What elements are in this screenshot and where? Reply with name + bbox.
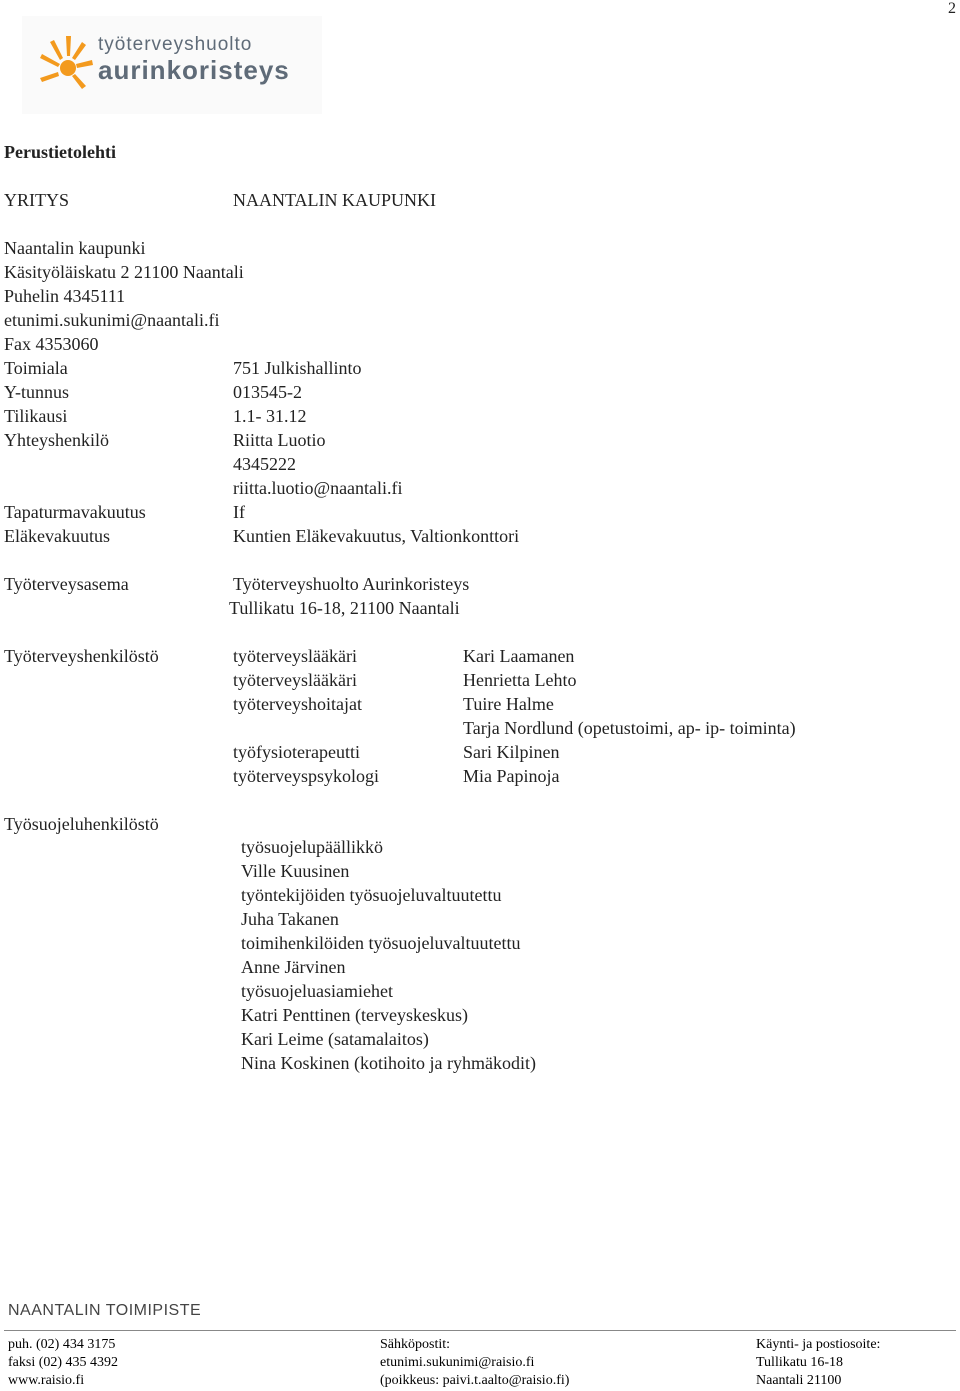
logo-line2: aurinkoristeys — [98, 55, 290, 85]
pension-insurance-label: Eläkevakuutus — [4, 526, 110, 546]
staff-name: Sari Kilpinen — [463, 742, 560, 762]
fax-line: Fax 4353060 — [4, 334, 99, 354]
accident-insurance-value: If — [233, 502, 245, 522]
staff-role: työterveyshoitajat — [233, 694, 362, 714]
pension-insurance-value: Kuntien Eläkevakuutus, Valtionkonttori — [233, 526, 520, 546]
staff-name: Henrietta Lehto — [463, 670, 577, 690]
toimiala-value: 751 Julkishallinto — [233, 358, 362, 378]
safety-line: työsuojeluasiamiehet — [241, 981, 393, 1001]
health-station-address: Tullikatu 16-18, 21100 Naantali — [229, 598, 460, 618]
footer-address-label: Käynti- ja postiosoite: — [756, 1337, 881, 1352]
staff-name: Mia Papinoja — [463, 766, 560, 786]
contact-name: Riitta Luotio — [233, 430, 326, 450]
staff-role: työterveyslääkäri — [233, 670, 357, 690]
accident-insurance-label: Tapaturmavakuutus — [4, 502, 146, 522]
contact-phone: 4345222 — [233, 454, 296, 474]
footer-email-exception[interactable]: (poikkeus: paivi.t.aalto@raisio.fi) — [380, 1373, 570, 1388]
footer-website[interactable]: www.raisio.fi — [8, 1373, 85, 1388]
health-station-label: Työterveysasema — [4, 574, 129, 594]
staff-role: työterveyslääkäri — [233, 646, 357, 666]
staff-label: Työterveyshenkilöstö — [4, 646, 159, 666]
company-name: NAANTALIN KAUPUNKI — [233, 190, 437, 210]
contact-label: Yhteyshenkilö — [4, 430, 109, 450]
staff-name: Tuire Halme — [463, 694, 554, 714]
page-number: 2 — [948, 0, 956, 17]
safety-line: toimihenkilöiden työsuojeluvaltuutettu — [241, 933, 521, 953]
footer-street: Tullikatu 16-18 — [756, 1355, 843, 1370]
tilikausi-label: Tilikausi — [4, 406, 68, 426]
ytunnus-value: 013545-2 — [233, 382, 302, 402]
footer-email[interactable]: etunimi.sukunimi@raisio.fi — [380, 1355, 535, 1370]
footer-city: Naantali 21100 — [756, 1373, 842, 1388]
footer-heading: NAANTALIN TOIMIPISTE — [8, 1302, 202, 1319]
phone-line: Puhelin 4345111 — [4, 286, 126, 306]
tilikausi-value: 1.1- 31.12 — [233, 406, 307, 426]
footer-fax: faksi (02) 435 4392 — [8, 1355, 119, 1370]
staff-role: työfysioterapeutti — [233, 742, 360, 762]
company-label: YRITYS — [4, 190, 70, 210]
safety-line: Ville Kuusinen — [241, 861, 350, 881]
safety-line: Katri Penttinen (terveyskeskus) — [241, 1005, 468, 1025]
staff-name: Kari Laamanen — [463, 646, 575, 666]
ytunnus-label: Y-tunnus — [4, 382, 70, 402]
logo-line1: työterveyshuolto — [98, 34, 253, 55]
sun-logo-icon — [38, 32, 96, 98]
toimiala-label: Toimiala — [4, 358, 68, 378]
safety-line: työntekijöiden työsuojeluvaltuutettu — [241, 885, 502, 905]
safety-label: Työsuojeluhenkilöstö — [4, 814, 159, 834]
email-line: etunimi.sukunimi@naantali.fi — [4, 310, 220, 330]
safety-line: työsuojelupäällikkö — [241, 837, 383, 857]
company-logo — [22, 16, 322, 114]
address-line: Naantalin kaupunki — [4, 238, 146, 258]
page-title: Perustietolehti — [4, 142, 116, 162]
footer-phone: puh. (02) 434 3175 — [8, 1337, 116, 1352]
safety-line: Anne Järvinen — [241, 957, 346, 977]
footer-divider — [4, 1330, 956, 1331]
safety-line: Kari Leime (satamalaitos) — [241, 1029, 429, 1049]
footer-email-label: Sähköpostit: — [380, 1337, 451, 1352]
safety-line: Nina Koskinen (kotihoito ja ryhmäkodit) — [241, 1053, 536, 1073]
safety-line: Juha Takanen — [241, 909, 339, 929]
staff-name: Tarja Nordlund (opetustoimi, ap- ip- toiminta) — [463, 718, 796, 738]
address-line: Käsityöläiskatu 2 21100 Naantali — [4, 262, 244, 282]
health-station-name: Työterveyshuolto Aurinkoristeys — [233, 574, 470, 594]
staff-role: työterveyspsykologi — [233, 766, 379, 786]
contact-email: riitta.luotio@naantali.fi — [233, 478, 403, 498]
